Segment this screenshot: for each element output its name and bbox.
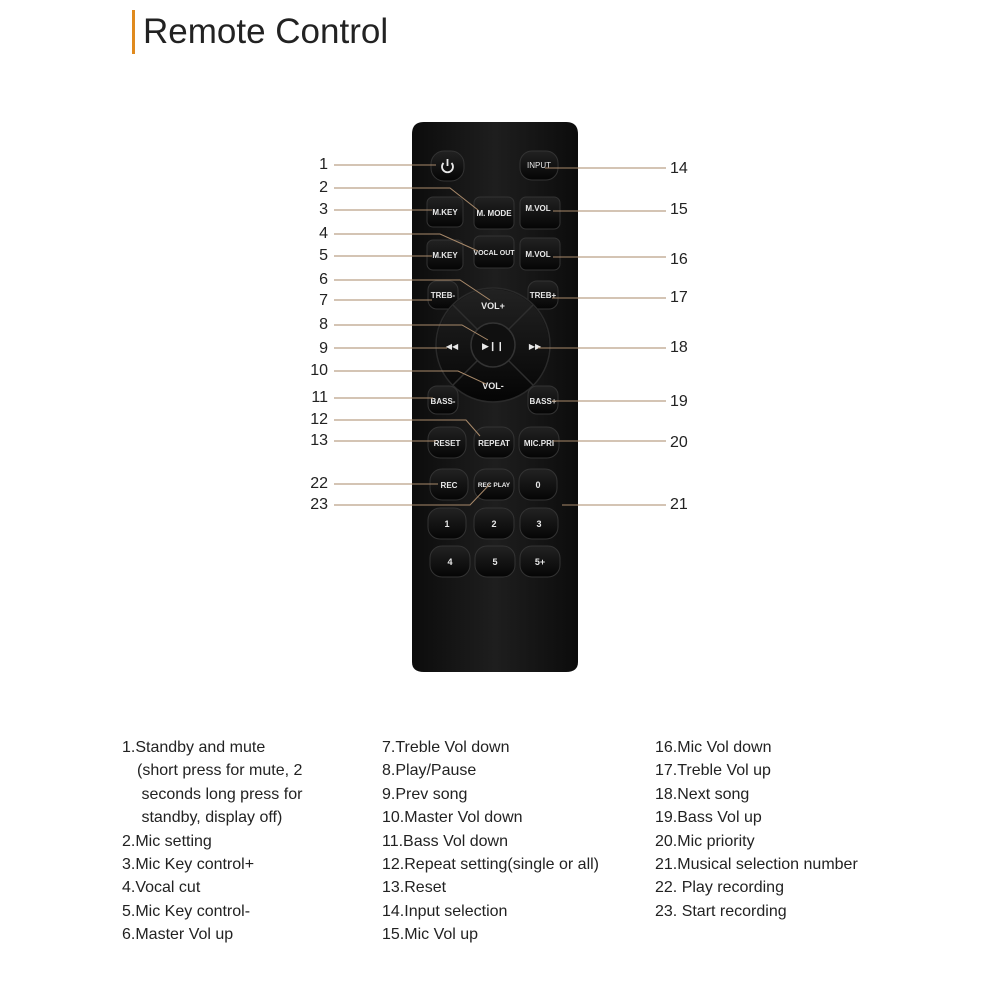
treb-minus-label: TREB-: [430, 291, 456, 300]
vol-minus-button[interactable]: VOL-: [482, 381, 504, 391]
rec-play-button[interactable]: [474, 469, 514, 500]
legend-item: seconds long press for: [137, 785, 303, 803]
legend-item: 18.Next song: [655, 785, 750, 803]
callout-number-15: 15: [670, 201, 688, 218]
legend-item: 1.Standby and mute: [122, 739, 266, 756]
num-2-label: 2: [491, 519, 497, 529]
legend-item: 22. Play recording: [655, 879, 784, 897]
num-1-button[interactable]: [428, 508, 466, 539]
callout-number-6: 6: [319, 271, 328, 288]
vocal-out-button[interactable]: [473, 236, 515, 268]
callout-number-5: 5: [319, 247, 328, 264]
mic-pri-label: MIC.PRI: [523, 439, 555, 448]
mkey-down-button[interactable]: [427, 240, 463, 270]
legend-column-3: [655, 736, 858, 923]
legend-item: 20.Mic priority: [655, 832, 755, 850]
mkey-up-label: M.KEY: [432, 208, 458, 217]
legend-item: 2.Mic setting: [122, 832, 212, 850]
mic-pri-button[interactable]: [519, 427, 559, 458]
power-button[interactable]: [431, 151, 464, 181]
mmode-button[interactable]: [474, 197, 514, 229]
legend-item: 14.Input selection: [382, 902, 508, 920]
callout-number-8: 8: [319, 316, 328, 333]
input-button-label: INPUT: [527, 161, 551, 170]
bass-minus-label: BASS-: [430, 397, 456, 406]
callout-number-9: 9: [319, 340, 328, 357]
legend-column-2: [382, 736, 599, 947]
num-4-button[interactable]: [430, 546, 470, 577]
callout-number-20: 20: [670, 434, 688, 451]
num-0-label: 0: [535, 480, 541, 490]
legend-item: (short press for mute, 2: [137, 762, 303, 780]
num-5plus-button[interactable]: [520, 546, 560, 577]
bass-minus-button[interactable]: [428, 386, 458, 414]
prev-button[interactable]: ◀◀: [445, 342, 459, 351]
mmode-label: M. MODE: [476, 209, 512, 218]
callout-number-18: 18: [670, 339, 688, 356]
callout-number-17: 17: [670, 289, 688, 306]
num-2-button[interactable]: [474, 508, 514, 539]
legend-item: 21.Musical selection number: [655, 856, 858, 874]
callout-number-21: 21: [670, 496, 688, 513]
num-3-button[interactable]: [520, 508, 558, 539]
callout-number-16: 16: [670, 251, 688, 268]
callout-number-14: 14: [670, 160, 688, 177]
callout-number-22: 22: [310, 475, 328, 492]
legend-item: 12.Repeat setting(single or all): [382, 856, 600, 874]
rec-label: REC: [440, 481, 458, 490]
rec-play-label: REC PLAY: [477, 482, 511, 489]
legend-item: 23. Start recording: [655, 902, 787, 920]
legend-item: standby, display off): [137, 809, 283, 827]
legend-column-1: [122, 736, 302, 947]
treb-plus-label: TREB+: [529, 291, 557, 300]
input-button[interactable]: [520, 151, 558, 180]
callout-number-1: 1: [319, 156, 328, 173]
repeat-button[interactable]: [474, 427, 514, 458]
num-5plus-label: 5+: [534, 557, 546, 567]
legend-item: 7.Treble Vol down: [382, 739, 510, 756]
legend-item: 9.Prev song: [382, 785, 468, 803]
mvol-down-label: M.VOL: [525, 250, 551, 259]
legend-item: 10.Master Vol down: [382, 809, 523, 827]
reset-button[interactable]: [428, 427, 466, 458]
mkey-up-button[interactable]: [427, 197, 463, 227]
callout-number-12: 12: [310, 411, 328, 428]
legend-item: 17.Treble Vol up: [655, 762, 771, 780]
callout-number-13: 13: [310, 432, 328, 449]
reset-label: RESET: [433, 439, 461, 448]
legend-item: 4.Vocal cut: [122, 879, 201, 897]
legend: [0, 736, 1000, 966]
num-3-label: 3: [536, 519, 542, 529]
page-title: Remote Control: [132, 10, 388, 54]
callout-number-2: 2: [319, 179, 328, 196]
mvol-up-label: M.VOL: [525, 204, 551, 213]
callout-number-3: 3: [319, 201, 328, 218]
repeat-label: REPEAT: [478, 439, 510, 448]
next-button[interactable]: ▶▶: [528, 342, 542, 351]
bass-plus-label: BASS+: [529, 397, 557, 406]
vol-plus-button[interactable]: VOL+: [481, 301, 505, 311]
mvol-down-button[interactable]: [520, 238, 560, 270]
legend-item: 8.Play/Pause: [382, 762, 477, 780]
callout-number-4: 4: [319, 225, 328, 242]
play-pause-button[interactable]: ▶❙❙: [481, 341, 505, 351]
num-1-label: 1: [444, 519, 450, 529]
callout-number-19: 19: [670, 393, 688, 410]
num-0-button[interactable]: [519, 469, 557, 500]
num-5-button[interactable]: [475, 546, 515, 577]
legend-item: 13.Reset: [382, 879, 447, 897]
legend-item: 5.Mic Key control-: [122, 902, 251, 920]
legend-item: 6.Master Vol up: [122, 926, 234, 944]
num-5-label: 5: [492, 557, 498, 567]
legend-item: 11.Bass Vol down: [382, 832, 509, 850]
callout-number-10: 10: [310, 362, 328, 379]
bass-plus-button[interactable]: [528, 386, 558, 414]
vocal-out-label: VOCAL OUT: [473, 250, 515, 257]
callout-number-23: 23: [310, 496, 328, 513]
mkey-down-label: M.KEY: [432, 251, 458, 260]
legend-item: 16.Mic Vol down: [655, 739, 772, 756]
mvol-up-button[interactable]: [520, 197, 560, 229]
legend-item: 19.Bass Vol up: [655, 809, 762, 827]
legend-item: 15.Mic Vol up: [382, 926, 479, 944]
num-4-label: 4: [447, 557, 453, 567]
callout-number-7: 7: [319, 292, 328, 309]
legend-item: 3.Mic Key control+: [122, 856, 255, 874]
callout-number-11: 11: [311, 389, 328, 406]
